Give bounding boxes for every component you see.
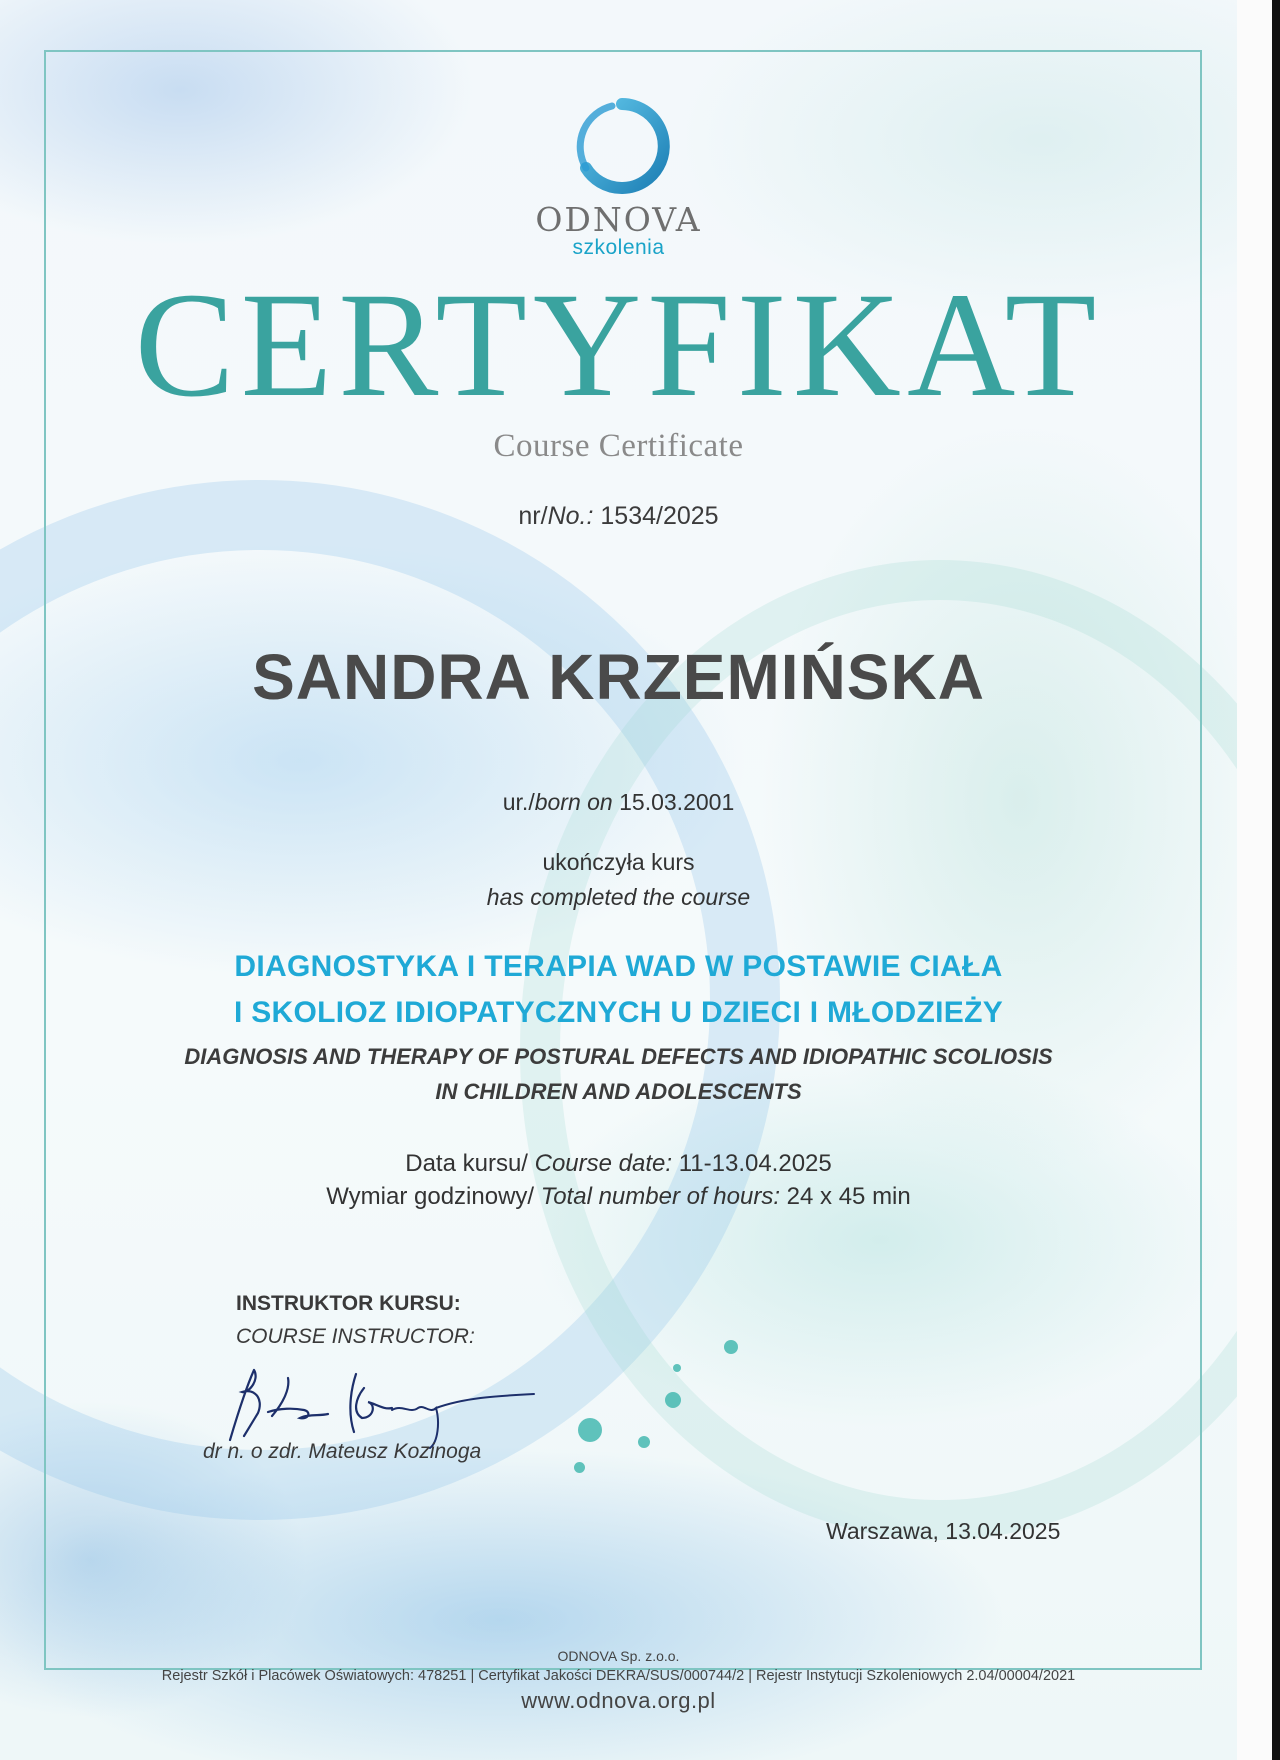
course-hours-line [0, 1183, 1237, 1211]
completed-text-pl: ukończyła kurs [542, 849, 695, 875]
certificate-title: CERTYFIKAT [134, 262, 1103, 428]
course-title-en: DIAGNOSIS AND THERAPY OF POSTURAL DEFECTS AND IDIOPATHIC SCOLIOSIS [184, 1044, 1053, 1069]
decorative-dot [638, 1436, 650, 1448]
born-label-en: born on [534, 789, 613, 815]
certificate-number [0, 502, 1237, 531]
brand-subtitle: szkolenia [572, 236, 665, 259]
course-title-pl: DIAGNOSTYKA I TERAPIA WAD W POSTAWIE CIAŁA [234, 950, 1003, 983]
course-date-label-pl: Data kursu/ [405, 1150, 528, 1177]
course-hours-label-pl: Wymiar godzinowy/ [326, 1183, 535, 1210]
decorative-dot [574, 1462, 585, 1473]
instructor-name: dr n. o zdr. Mateusz Kozinoga [203, 1440, 482, 1463]
scan-edge [1237, 0, 1280, 1760]
certificate-subtitle: Course Certificate [493, 428, 744, 464]
completed-text-en: has completed the course [486, 884, 751, 910]
course-date-label-en: Course date: [534, 1150, 673, 1177]
born-prefix: ur./ [502, 789, 535, 815]
number-prefix: nr/ [518, 502, 548, 530]
number-prefix-en: No.: [547, 502, 594, 530]
course-date-line [0, 1150, 1237, 1178]
brand-name: ODNOVA [535, 200, 702, 239]
course-title-en: IN CHILDREN AND ADOLESCENTS [435, 1079, 802, 1104]
odnova-logo-icon [572, 96, 672, 196]
decorative-dot [578, 1418, 602, 1442]
course-hours-value: 24 x 45 min [786, 1183, 911, 1210]
instructor-label-pl: INSTRUKTOR KURSU: [236, 1292, 461, 1315]
decorative-dot [665, 1392, 681, 1408]
born-date: 15.03.2001 [619, 789, 735, 815]
place-and-date: Warszawa, 13.04.2025 [826, 1518, 1061, 1544]
number-value: 1534/2025 [600, 502, 719, 530]
instructor-label-en: COURSE INSTRUCTOR: [236, 1325, 475, 1348]
footer-website: www.odnova.org.pl [521, 1688, 716, 1713]
decorative-dot [724, 1340, 738, 1354]
instructor-signature [224, 1358, 544, 1453]
decorative-dot [673, 1364, 681, 1372]
recipient-name: SANDRA KRZEMIŃSKA [252, 641, 985, 713]
footer-registry: Rejestr Szkół i Placówek Oświatowych: 478251 | Certyfikat Jakości DEKRA/SUS/000744/2 | Rejestr Instytucji Szkoleniowych 2.04/00004/2021 [161, 1668, 1076, 1684]
footer-company: ODNOVA Sp. z.o.o. [557, 1648, 680, 1664]
birth-date-line [0, 789, 1237, 816]
course-title-pl: I SKOLIOZ IDIOPATYCZNYCH U DZIECI I MŁODZIEŻY [233, 996, 1004, 1029]
course-date-value: 11-13.04.2025 [678, 1150, 832, 1177]
course-hours-label-en: Total number of hours: [540, 1183, 780, 1210]
